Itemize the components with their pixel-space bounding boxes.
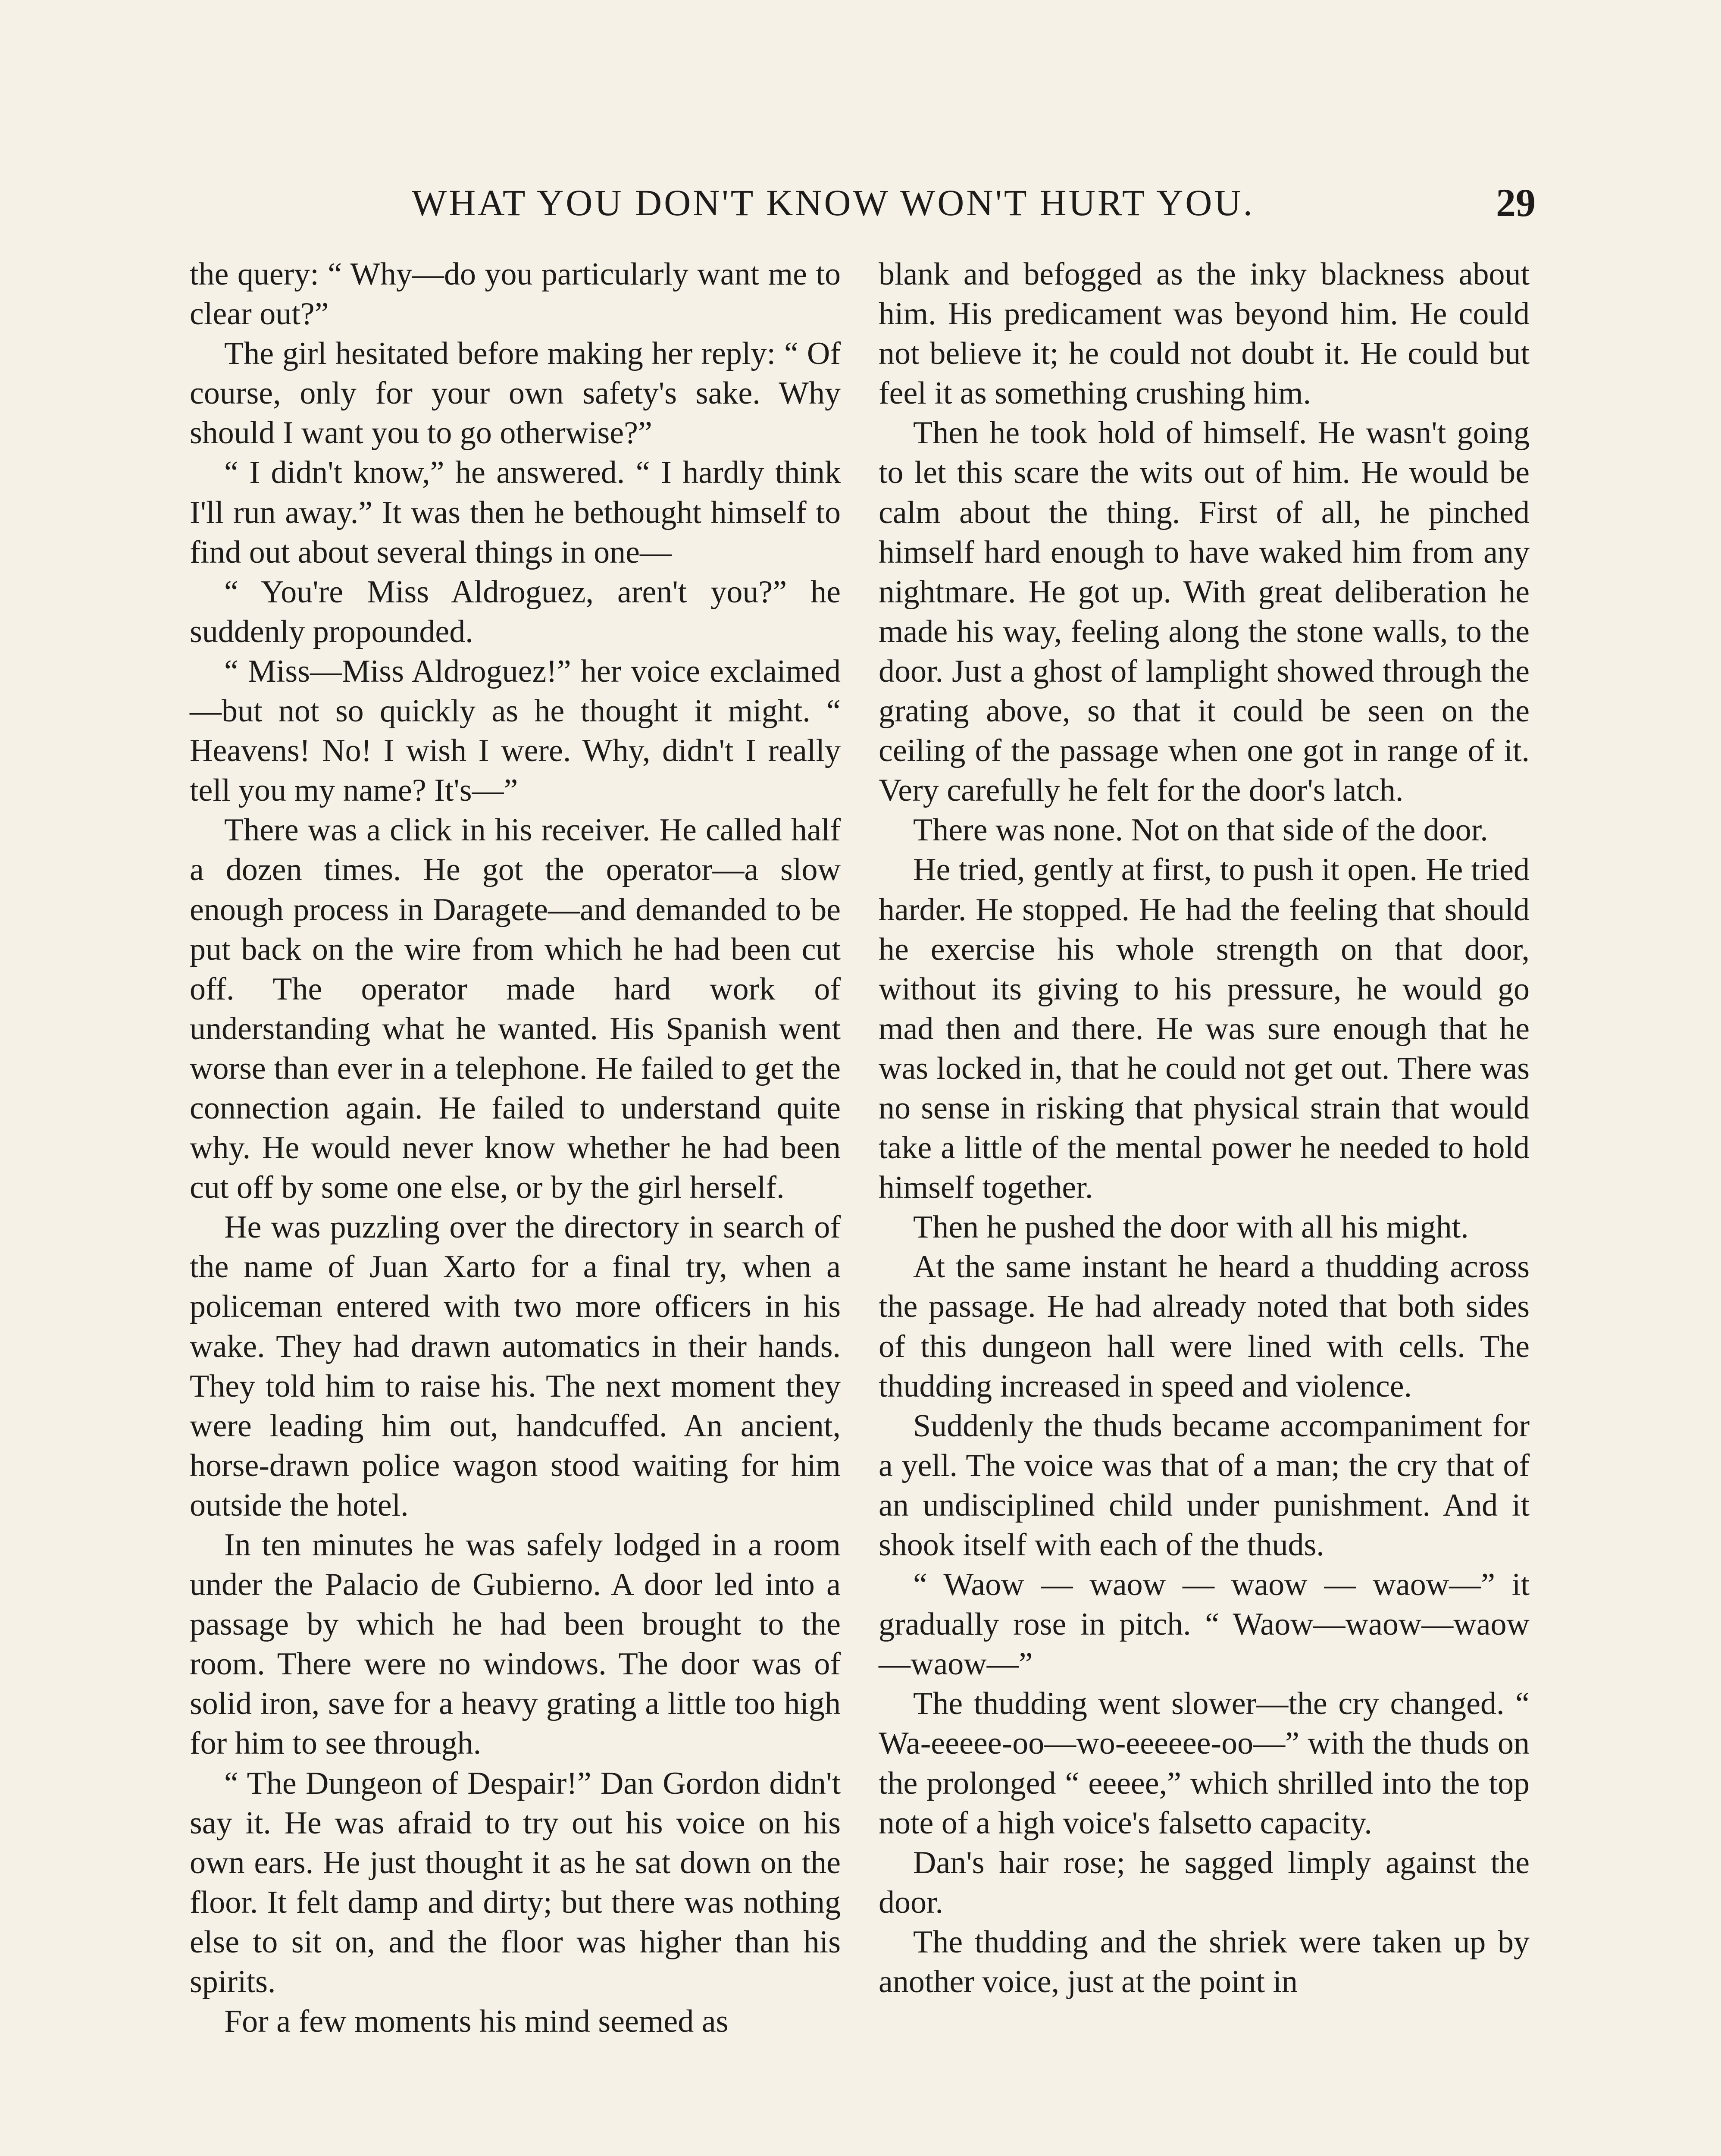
paragraph: He tried, gently at first, to push it open. He tried harder. He stopped. He had the feeling that should he exercise his whole strength on that door, without its giving to his pressure, he would go mad then and there. He was sure enough that he was locked in, that he could not get out. There was no sense in risking that physical strain that would take a little of the mental power he needed to hold himself together. xyxy=(879,852,1530,1206)
paragraph: “ I didn't know,” he answered. “ I hardly think I'll run away.” It was then he bethought himself to find out about several things in one— xyxy=(190,455,841,570)
paragraph: Dan's hair rose; he sagged limply against the door. xyxy=(879,1845,1530,1920)
paragraph: Suddenly the thuds became accompaniment for a yell. The voice was that of a man; the cry that of an undisciplined child under punishment. And it shook itself with each of the thuds. xyxy=(879,1408,1530,1563)
paragraph: In ten minutes he was safely lodged in a room under the Palacio de Gubierno. A door led into a passage by which he had been brought to the room. There were no windows. The door was of solid iron, save for a heavy grating a little too high for him to see through. xyxy=(190,1527,841,1761)
paragraph: blank and befogged as the inky blackness about him. His predicament was beyond him. He could not believe it; he could not doubt it. He could but feel it as something crushing him. xyxy=(879,257,1530,411)
paragraph: At the same instant he heard a thudding across the passage. He had already noted that both sides of this dungeon hall were lined with cells. The thudding increased in speed and violence. xyxy=(879,1249,1530,1404)
right-column xyxy=(879,254,1530,2002)
page-number: 29 xyxy=(1496,181,1536,225)
paragraph: He was puzzling over the directory in search of the name of Juan Xarto for a final try, when a policeman entered with two more officers in his wake. They had drawn automatics in their hands. They told him to raise his. The next moment they were leading him out, handcuffed. An ancient, horse-drawn police wagon stood waiting for him outside the hotel. xyxy=(190,1210,841,1523)
paragraph: “ The Dungeon of Despair!” Dan Gordon didn't say it. He was afraid to try out his voice on his own ears. He just thought it as he sat down on the floor. It felt damp and dirty; but there was nothing else to sit on, and the floor was higher than his spirits. xyxy=(190,1765,841,2000)
paragraph: “ Miss—Miss Aldroguez!” her voice exclaimed—but not so quickly as he thought it might. “ Heavens! No! I wish I were. Why, didn't I really tell you my name? It's—” xyxy=(190,653,841,808)
paragraph: The thudding and the shriek were taken up by another voice, just at the point in xyxy=(879,1924,1530,2000)
paragraph: “ You're Miss Aldroguez, aren't you?” he suddenly propounded. xyxy=(190,574,841,649)
page-header xyxy=(0,177,1721,229)
paragraph: There was a click in his receiver. He called half a dozen times. He got the operator—a slow enough process in Daragete—and demanded to be put back on the wire from which he had been cut off. The operator made hard work of understanding what he wanted. His Spanish went worse than ever in a telephone. He failed to get the connection again. He failed to understand quite why. He would never know whether he had been cut off by some one else, or by the girl herself. xyxy=(190,812,841,1206)
paragraph: The girl hesitated before making her reply: “ Of course, only for your own safety's sake. Why should I want you to go otherwise?” xyxy=(190,336,841,451)
paragraph: Then he pushed the door with all his might. xyxy=(913,1210,1469,1245)
paragraph: Then he took hold of himself. He wasn't going to let this scare the wits out of him. He would be calm about the thing. First of all, he pinched himself hard enough to have waked him from any nightmare. He got up. With great deliberation he made his way, feeling along the stone walls, to the door. Just a ghost of lamplight showed through the grating above, so that it could be seen on the ceiling of the passage when one got in range of it. Very carefully he felt for the door's latch. xyxy=(879,415,1530,808)
paragraph: For a few moments his mind seemed as xyxy=(224,2004,729,2040)
paragraph: the query: “ Why—do you particularly want me to clear out?” xyxy=(190,257,841,332)
paragraph: “ Waow — waow — waow — waow—” it gradually rose in pitch. “ Waow—waow—waow—waow—” xyxy=(879,1567,1530,1682)
left-column xyxy=(190,254,841,2041)
paragraph: There was none. Not on that side of the door. xyxy=(913,812,1488,848)
paragraph: The thudding went slower—the cry changed. “ Wa-eeeee-oo—wo-eeeeee-oo—” with the thuds on the prolonged “ eeeee,” which shrilled into the top note of a high voice's falsetto capacity. xyxy=(879,1686,1530,1841)
running-title: WHAT YOU DON'T KNOW WON'T HURT YOU. xyxy=(412,182,1255,223)
